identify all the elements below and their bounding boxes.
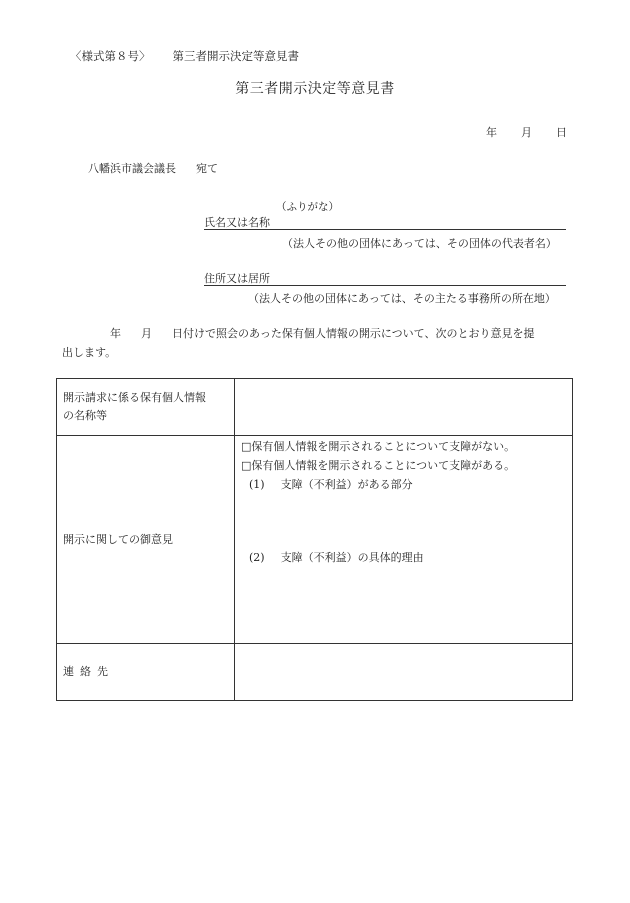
page-title: 第三者開示決定等意見書	[235, 81, 395, 97]
name-underline	[204, 229, 566, 230]
item-1-number: (1)	[249, 478, 265, 491]
opinion-table	[56, 378, 573, 701]
body-year: 年	[110, 327, 121, 340]
option-objection-text: 保有個人情報を開示されることについて支障がある。	[251, 459, 516, 472]
body-text-line-1	[110, 325, 534, 341]
info-name-label-line-2: の名称等	[63, 409, 107, 422]
addressee-name: 八幡浜市議会議長	[88, 162, 176, 175]
contact-label-cell	[57, 644, 235, 701]
item-2	[249, 549, 424, 565]
opinion-input-cell[interactable]	[235, 436, 573, 644]
item-1	[249, 476, 413, 492]
date-day: 日	[556, 126, 567, 139]
date-line	[486, 124, 567, 140]
address-underline	[204, 285, 566, 286]
info-name-input-cell[interactable]	[235, 379, 573, 436]
name-label: 氏名又は名称	[204, 216, 270, 229]
opinion-label: 開示に関しての御意見	[63, 532, 173, 546]
option-no-objection[interactable]	[241, 438, 515, 454]
table-row	[57, 379, 573, 436]
table-row	[57, 436, 573, 644]
option-objection[interactable]	[241, 457, 515, 473]
contact-label: 連絡先	[63, 665, 114, 678]
checkbox-icon[interactable]: □	[241, 459, 252, 472]
opinion-label-cell	[57, 436, 235, 644]
date-year: 年	[486, 126, 497, 139]
address-note: （法人その他の団体にあっては、その主たる事務所の所在地）	[248, 292, 556, 305]
name-note: （法人その他の団体にあっては、その団体の代表者名）	[282, 237, 557, 250]
body-text-rest: 日付けで照会のあった保有個人情報の開示について、次のとおり意見を提	[172, 327, 535, 340]
address-label: 住所又は居所	[204, 272, 270, 285]
body-month: 月	[141, 327, 152, 340]
form-number: 〈様式第８号〉	[70, 49, 151, 63]
opinion-content	[235, 436, 572, 643]
addressee-suffix: 宛て	[196, 162, 218, 175]
addressee-line	[88, 160, 218, 176]
item-1-text: 支障（不利益）がある部分	[280, 478, 413, 491]
info-name-label-cell	[57, 379, 235, 436]
contact-input-cell[interactable]	[235, 644, 573, 701]
info-name-label-line-1: 開示請求に係る保有個人情報	[63, 391, 206, 404]
checkbox-icon[interactable]: □	[241, 440, 252, 453]
item-2-text: 支障（不利益）の具体的理由	[280, 551, 424, 564]
form-name: 第三者開示決定等意見書	[172, 49, 299, 63]
date-month: 月	[521, 126, 532, 139]
item-2-number: (2)	[249, 551, 265, 564]
furigana-label: （ふりがな）	[276, 201, 339, 213]
form-number-line	[70, 48, 299, 64]
option-no-objection-text: 保有個人情報を開示されることについて支障がない。	[251, 440, 516, 453]
body-text-line-2: 出します。	[62, 346, 117, 359]
table-row	[57, 644, 573, 701]
